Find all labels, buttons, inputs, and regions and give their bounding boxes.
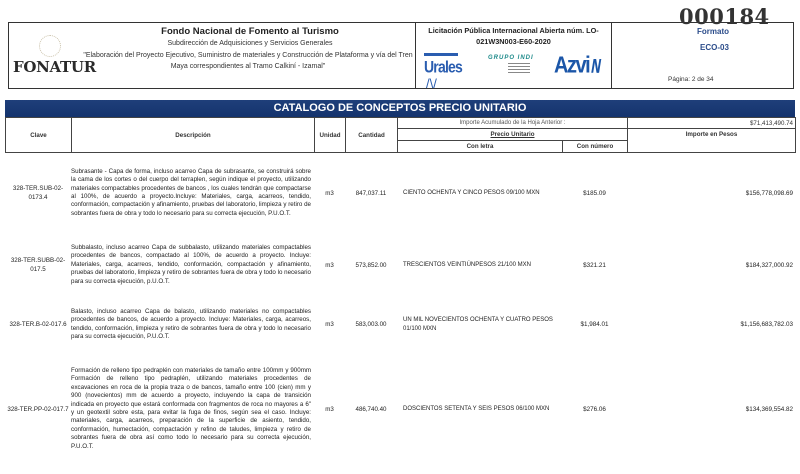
header-formato-block	[612, 22, 794, 89]
catalog-table-header	[5, 117, 796, 153]
formato-label: Formato	[697, 27, 729, 36]
row-cantidad: 486,740.40	[355, 405, 387, 413]
grupo-logo-text: GRUPO INDI	[488, 55, 534, 61]
col-header-descripcion: Descripción	[72, 118, 315, 153]
formato-value: ECO-03	[700, 43, 729, 52]
col-header-cantidad: Cantidad	[346, 118, 398, 153]
urales-logo	[424, 53, 472, 93]
row-importe: $184,327,000.92	[745, 261, 793, 269]
row-clave: 328-TER.SUBB-02-017.5	[10, 257, 66, 273]
importe-acumulado-value: $71,413,490.74	[628, 118, 796, 129]
org-subtitle: Subdirección de Adquisiciones y Servicios Generales	[167, 40, 333, 47]
header-org-block	[8, 22, 415, 89]
row-importe: $134,369,554.82	[745, 405, 793, 413]
col-header-unidad: Unidad	[315, 118, 346, 153]
table-row	[5, 155, 795, 231]
row-unidad: m3	[325, 405, 334, 413]
catalog-rows	[5, 155, 795, 468]
document-stamp-number: 000184	[679, 4, 770, 29]
row-con-numero: $185.09	[583, 189, 606, 197]
row-con-letra: TRESCIENTOS VEINTIÚNPESOS 21/100 MXN	[403, 261, 531, 268]
grupo-logo	[488, 55, 548, 75]
page-number: Página: 2 de 34	[668, 76, 714, 83]
row-unidad: m3	[325, 189, 334, 197]
row-con-numero: $1,984.01	[580, 321, 609, 328]
azvi-logo	[554, 53, 600, 79]
grupo-logo-address-lines	[508, 63, 548, 73]
urales-logo-mark-icon: /\/	[426, 76, 437, 91]
col-header-con-numero: Con número	[563, 141, 628, 153]
row-clave: 328-TER.B-02-017.6	[9, 321, 67, 328]
row-con-letra: DOSCIENTOS SETENTA Y SEIS PESOS 06/100 MXN	[403, 405, 550, 412]
row-con-numero: $321.21	[583, 261, 606, 269]
row-descripcion: Subrasante - Capa de forma, incluso acarreo Capa de subrasante, se construirá sobre la cama de los cortes o del cuerpo del terraplen, según indique el proyecto, utilizando materiales compactables procedentes de bancos , los cuales tendrán que compactarse al 100%, de acuerdo a proyecto.Incluye: Materiales, carga, acarreos, tendido, conformación, compactación y afinamiento, pruebas del laboratorio, limpieza y retiro de sobrantes fuera de obra y todo lo necesario para su correcta ejecución, P.U.O.T.	[71, 167, 311, 217]
col-header-importe-pesos: Importe en Pesos	[628, 129, 796, 153]
table-row	[5, 299, 795, 350]
fonatur-logo: FONATUR	[13, 58, 96, 76]
catalog-title-banner: CATALOGO DE CONCEPTOS PRECIO UNITARIO	[5, 100, 795, 117]
project-description: "Elaboración del Proyecto Ejecutivo, Suministro de materiales y Construcción de Plataforma y vía del Tren Maya correspondientes al Tramo Calkiní - Izamal"	[83, 52, 413, 70]
row-con-letra: CIENTO OCHENTA Y CINCO PESOS 09/100 MXN	[403, 189, 540, 196]
row-descripcion: Subbalasto, incluso acarreo Capa de subbalasto, utilizando materiales compactables procedentes de bancos, compactado al 100%, de acuerdo a proyecto. Incluye: Materiales, carga, acarreos, tendido, conformación, compactación y afinamiento, pruebas del laboratorio, limpieza y retiro de sobrantes fuera de obra y todo lo necesario para su correcta ejecución, p.U.O.T.	[71, 243, 311, 285]
col-header-con-letra: Con letra	[398, 141, 563, 153]
col-header-precio-unitario: Precio Unitario	[398, 129, 628, 141]
row-unidad: m3	[325, 321, 334, 328]
row-importe: $156,778,098.69	[745, 189, 793, 197]
col-header-clave: Clave	[6, 118, 72, 153]
row-cantidad: 847,037.11	[355, 189, 387, 197]
row-descripcion: Formación de relleno tipo pedraplén con materiales de tamaño entre 100mm y 900mm Formación de relleno tipo pedraplén, utilizando materiales procedentes de excavaciones en roca de la propia traza o de bancos, tamaño entre 100 (cien) mm y 900 (novecientos) mm de acuerdo a proyecto, incluyendo la capa de transición indicada en proyecto que estará conformada con fragmentos de roca no mayores a 6" y un geotextil sobre esta, para evitar la fuga de finos, según sea el caso. Incluye: materiales, carga, acarreos, preparación de la superficie de asiento, tendido, conformación, humectación, compactación y refino de taludes, limpieza y retiro de sobrantes fuera de obra así como todo lo necesario para su correcta ejecución, P.U.O.T.	[71, 366, 311, 450]
header-licitacion-block	[415, 22, 612, 89]
row-con-numero: $276.06	[583, 405, 606, 413]
table-row	[5, 231, 795, 299]
urales-logo-bar	[424, 53, 458, 56]
licitacion-number: Licitación Pública Internacional Abierta núm. LO-021W3N003-E60-2020	[428, 26, 599, 46]
row-clave: 328-TER.SUB-02-0173.4	[12, 185, 64, 201]
row-cantidad: 583,003.00	[355, 321, 387, 328]
row-unidad: m3	[325, 261, 334, 269]
row-con-letra: UN MIL NOVECIENTOS OCHENTA Y CUATRO PESOS 01/100 MXN	[403, 317, 553, 332]
fonatur-emblem-icon	[39, 35, 61, 57]
row-cantidad: 573,852.00	[355, 261, 387, 269]
azvi-logo-mark-icon: /\/	[591, 57, 600, 78]
table-row	[5, 350, 795, 468]
azvi-logo-text: Azvi	[554, 53, 590, 79]
org-title: Fondo Nacional de Fomento al Turismo	[161, 26, 339, 37]
row-clave: 328-TER.PP-02-017.7	[7, 405, 69, 413]
urales-logo-text: Urales	[424, 57, 463, 77]
row-descripcion: Balasto, incluso acarreo Capa de balasto, utilizando materiales no compactables procedentes de bancos, de acuerdo a proyecto. Incluye: Materiales, carga, acarreos, tendido, conformación, limpieza y retiro de sobrantes fuera de obra y todo lo necesario para su correcta ejecución, P.U.O.T.	[71, 307, 311, 340]
importe-acumulado-label: Importe Acumulado de la Hoja Anterior :	[398, 118, 628, 129]
row-importe: $1,156,683,782.03	[740, 321, 793, 328]
